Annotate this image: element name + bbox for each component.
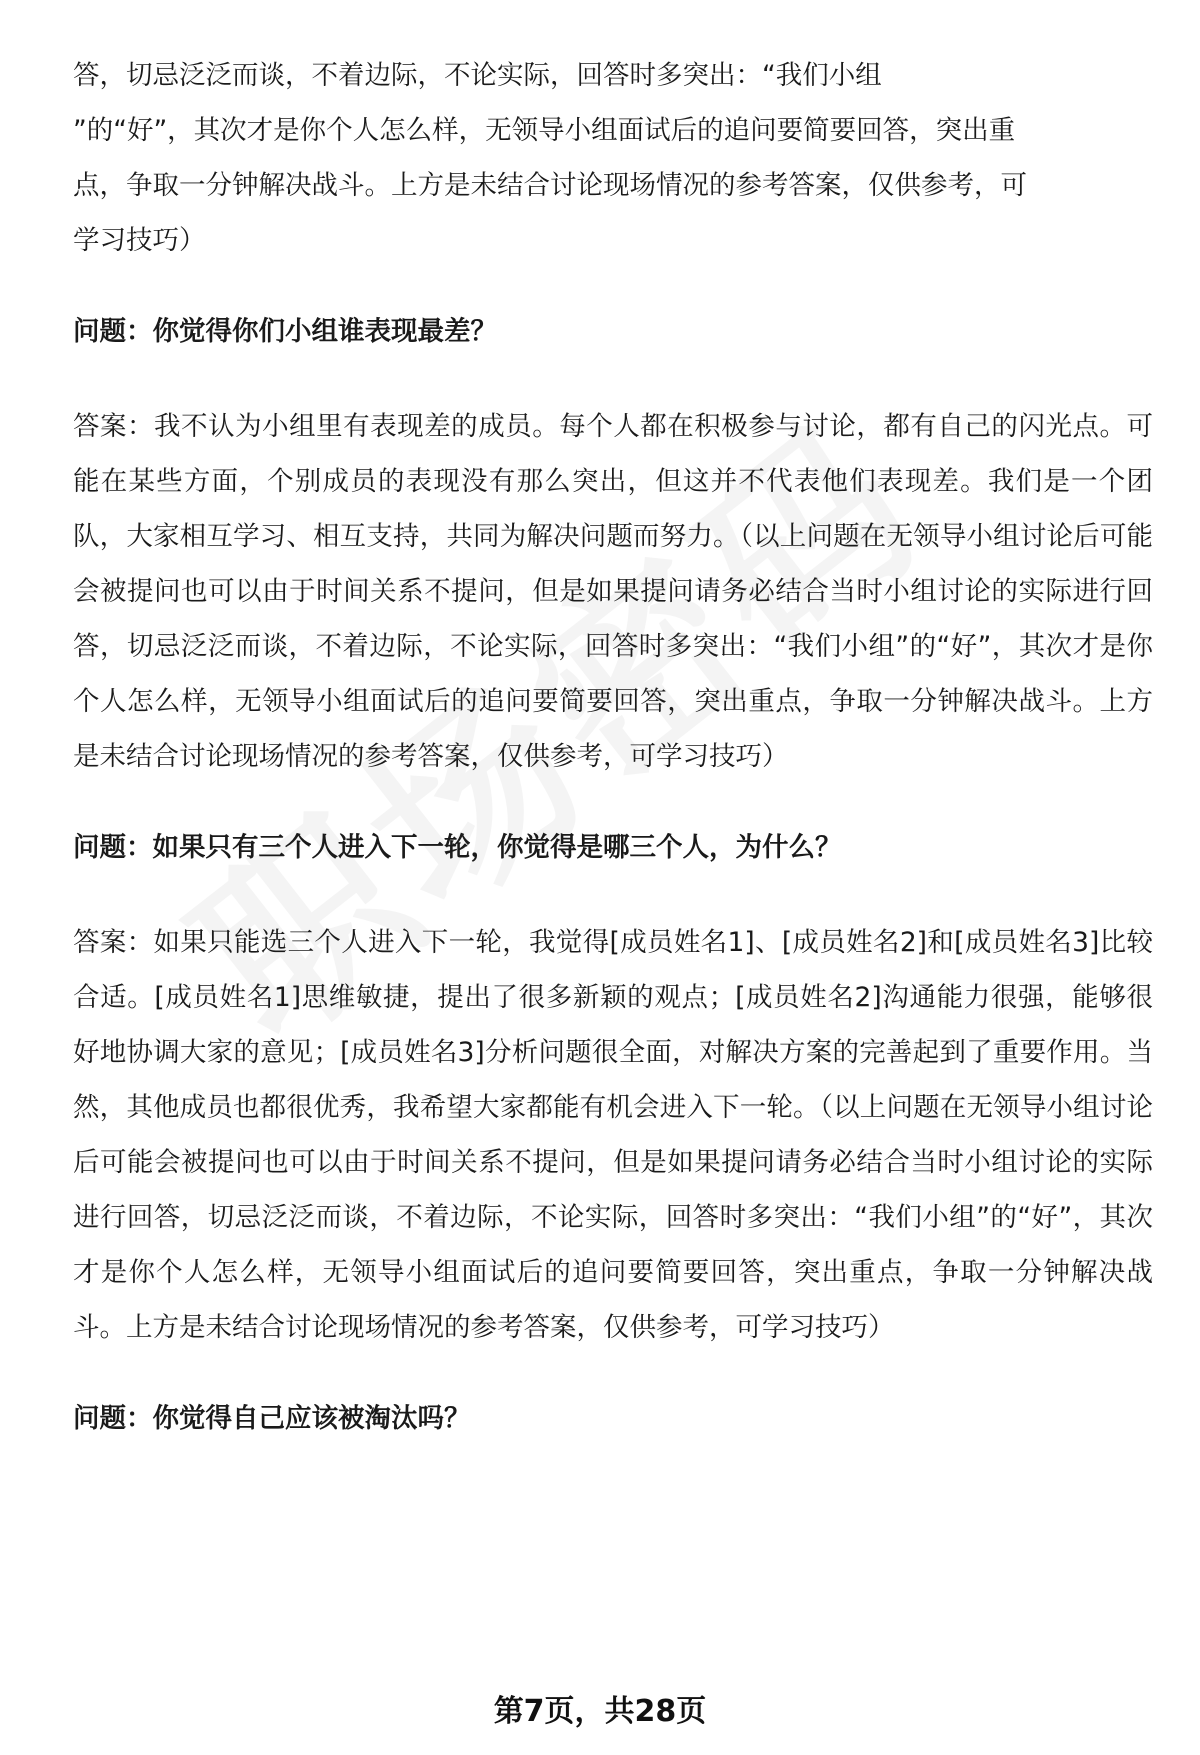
continued-paragraph <box>73 48 1153 268</box>
question-3: 问题：你觉得自己应该被淘汰吗？ <box>73 1403 471 1434</box>
answer-2: 答案：如果只能选三个人进入下一轮，我觉得[成员姓名1]、[成员姓名2]和[成员姓名3]比较合适。[成员姓名1]思维敏捷，提出了很多新颖的观点；[成员姓名2]沟通能力很强，能够很好地协调大家的意见；[成员姓名3]分析问题很全面，对解决方案的完善起到了重要作用。当然，其他成员也都很优秀，我希望大家都能有机会进入下一轮。（以上问题在无领导小组讨论后可能会被提问也可以由于时间关系不提问，但是如果提问请务必结合当时小组讨论的实际进行回答，切忌泛泛而谈，不着边际，不论实际，回答时多突出：“我们小组”的“好”，其次才是你个人怎么样，无领导小组面试后的追问要简要回答，突出重点，争取一分钟解决战斗。上方是未结合讨论现场情况的参考答案，仅供参考，可学习技巧） <box>73 927 1153 1343</box>
continued-line-3: 点，争取一分钟解决战斗。上方是未结合讨论现场情况的参考答案，仅供参考，可 <box>73 170 1027 201</box>
answer-1: 答案：我不认为小组里有表现差的成员。每个人都在积极参与讨论，都有自己的闪光点。可能在某些方面，个别成员的表现没有那么突出，但这并不代表他们表现差。我们是一个团队，大家相互学习、相互支持，共同为解决问题而努力。（以上问题在无领导小组讨论后可能会被提问也可以由于时间关系不提问，但是如果提问请务必结合当时小组讨论的实际进行回答，切忌泛泛而谈，不着边际，不论实际，回答时多突出：“我们小组”的“好”，其次才是你个人怎么样，无领导小组面试后的追问要简要回答，突出重点，争取一分钟解决战斗。上方是未结合讨论现场情况的参考答案，仅供参考，可学习技巧） <box>73 411 1153 772</box>
continued-line-2: ”的“好”，其次才是你个人怎么样，无领导小组面试后的追问要简要回答，突出重 <box>73 115 1016 146</box>
question-2: 问题：如果只有三个人进入下一轮，你觉得是哪三个人，为什么？ <box>73 832 842 863</box>
page-number: 第7页，共28页 <box>493 1694 707 1729</box>
continued-line-4: 学习技巧） <box>73 225 206 256</box>
question-1: 问题：你觉得你们小组谁表现最差？ <box>73 316 497 347</box>
continued-line-1: 答，切忌泛泛而谈，不着边际，不论实际，回答时多突出：“我们小组 <box>73 60 882 91</box>
document-body <box>73 48 1153 1446</box>
